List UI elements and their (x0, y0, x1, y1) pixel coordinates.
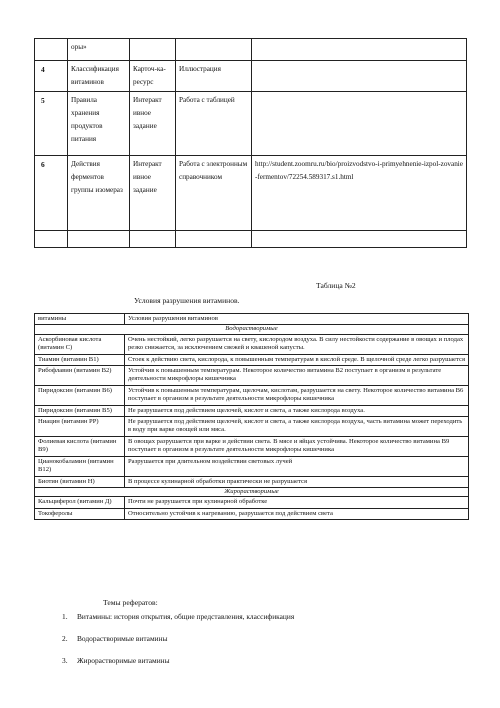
topics-title: Темы рефератов: (103, 598, 158, 607)
topics-list (40, 612, 460, 678)
table-row (35, 497, 469, 508)
activity-cell (176, 231, 252, 248)
list-item (40, 634, 460, 656)
vitamin-name: Пиридоксин (витамин B6) (35, 385, 125, 405)
vitamin-condition: Устойчив к повышенным температурам. Некоторое количество витамина B2 поступает в организм в результате деятельности микрофлоры кишечника (125, 366, 469, 386)
table-row (35, 405, 469, 416)
table-row (35, 436, 469, 456)
vitamin-condition: Стоек к действию света, кислорода, к повышенным температурам в кислой среде. В щелочной среде легко разрушается (125, 354, 469, 365)
list-text: Витамины: история открытия, общие представления, классификация (77, 612, 295, 621)
vitamin-condition: Разрушается при длительном воздействии световых лучей (125, 456, 469, 476)
vitamin-condition: Устойчив к повышенным температурам, щелочам, кислотам, разрушается на свету. Некоторое количество витамина B6 поступает в организм в результате деятельности микрофлоры кишечника (125, 385, 469, 405)
table-row (35, 231, 467, 248)
link-cell (252, 39, 467, 61)
vitamin-condition: В процессе кулинарной обработки практически не разрушается (125, 476, 469, 487)
topic-cell (68, 231, 130, 248)
list-item (40, 612, 460, 634)
resource-link[interactable]: http://student.zoomru.ru/bio/proizvodstvo-i-primyehnenie-izpol-zovanie-fermentov/72254.589317.s1.html (255, 160, 463, 181)
list-number: 3. (62, 656, 68, 665)
vitamin-condition: Почти не разрушается при кулинарной обработке (125, 497, 469, 508)
vitamin-condition: Не разрушается под действием щелочей, кислот и света, а также кислорода воздуха. (125, 405, 469, 416)
topic-cell: Действия ферментов группы изомераз (68, 156, 130, 231)
vitamin-name: Рибофлавин (витамин B2) (35, 366, 125, 386)
activity-cell (176, 39, 252, 61)
vitamin-condition: Относительно устойчив к нагреванию, разрушается под действием света (125, 508, 469, 519)
table-row (35, 39, 467, 61)
vitamin-name: Токоферолы (35, 508, 125, 519)
resource-cell: Интеракт ивное задание (130, 156, 176, 231)
vitamins-table (34, 313, 469, 520)
topic-cell: оры» (68, 39, 130, 61)
table-row (35, 156, 467, 231)
table-row (35, 334, 469, 354)
list-number: 2. (62, 634, 68, 643)
table-number: Таблица №2 (316, 281, 356, 290)
table-row (35, 61, 467, 92)
vitamin-name: Фолиевая кислота (витамин B9) (35, 436, 125, 456)
topic-cell: Правила хранения продуктов питания (68, 92, 130, 156)
table-row (35, 508, 469, 519)
table-row (35, 456, 469, 476)
vitamin-condition: Не разрушается под действием щелочей, кислот и света, а также кислорода воздуха, часть витамина может переходить в воду при варке овощей или мяса. (125, 417, 469, 437)
group-row (35, 487, 469, 496)
table-title: Условия разрушения витаминов. (134, 296, 240, 305)
row-number: 6 (35, 156, 68, 231)
table-row (35, 366, 469, 386)
vitamin-name: Пиридоксин (витамин B5) (35, 405, 125, 416)
link-cell (252, 61, 467, 92)
vitamin-condition: Очень нестойкий, легко разрушается на свету, кислородом воздуха. В силу нестойкости содержание в овощах и плодах резко снижается, за исключением свежей и квашеной капусты. (125, 334, 469, 354)
vitamin-condition: В овощах разрушается при варке и действии света. В мясе и яйцах устойчива. Некоторое количество витамина B9 поступает в организм в результате деятельности микрофлоры кишечника (125, 436, 469, 456)
table-row (35, 417, 469, 437)
row-number (35, 231, 68, 248)
resource-cell (130, 231, 176, 248)
vitamin-name: Ниацин (витамин PP) (35, 417, 125, 437)
topic-cell: Классификация витаминов (68, 61, 130, 92)
table-row (35, 476, 469, 487)
row-number (35, 39, 68, 61)
row-number: 5 (35, 92, 68, 156)
link-cell (252, 92, 467, 156)
vitamin-name: Цианокобаламин (витамин B12) (35, 456, 125, 476)
column-header: витамины (35, 314, 125, 325)
table-row (35, 92, 467, 156)
table-header-row (35, 314, 469, 325)
table-row (35, 385, 469, 405)
group-row (35, 325, 469, 334)
link-cell[interactable] (252, 156, 467, 231)
column-header: Условия разрушения витаминов (125, 314, 469, 325)
resource-cell: Карточ-ка-ресурс (130, 61, 176, 92)
group-label: Жирорастворимые (35, 487, 469, 496)
list-text: Водорастворимые витамины (77, 634, 168, 643)
vitamin-name: Биотин (витамин H) (35, 476, 125, 487)
resource-cell (130, 39, 176, 61)
activity-cell: Работа с электронным справочником (176, 156, 252, 231)
list-text: Жирорастворимые витамины (77, 656, 170, 665)
vitamin-name: Аскорбиновая кислота (витамин C) (35, 334, 125, 354)
group-label: Водорастворимые (35, 325, 469, 334)
activities-table (34, 38, 467, 248)
row-number: 4 (35, 61, 68, 92)
activity-cell: Иллюстрация (176, 61, 252, 92)
vitamin-name: Тиамин (витамин B1) (35, 354, 125, 365)
resource-cell: Интеракт ивное задание (130, 92, 176, 156)
list-number: 1. (62, 612, 68, 621)
table-row (35, 354, 469, 365)
vitamin-name: Кальциферол (витамин Д) (35, 497, 125, 508)
list-item (40, 656, 460, 678)
activity-cell: Работа с таблицей (176, 92, 252, 156)
link-cell (252, 231, 467, 248)
